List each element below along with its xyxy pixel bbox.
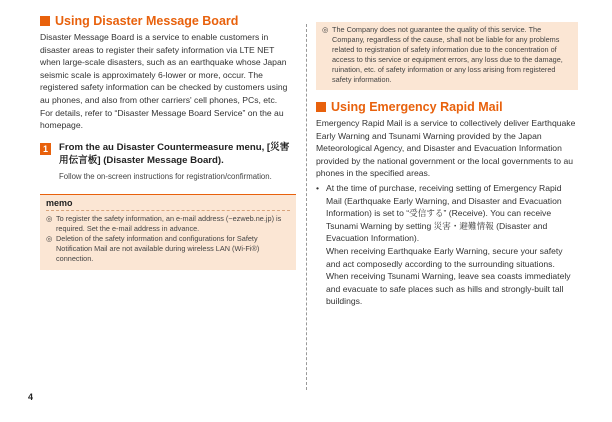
memo-note-text: Deletion of the safety information and configurations for Safety Notification Mail are not available during wireless LAN (Wi-Fi®) connection.: [56, 234, 260, 264]
notice-note: [322, 25, 572, 85]
step-title: From the au Disaster Countermeasure menu, [災害用伝言板] (Disaster Message Board).: [59, 141, 290, 166]
memo-title: memo: [46, 198, 290, 211]
square-bullet-icon: [40, 16, 50, 26]
square-bullet-icon: [316, 102, 326, 112]
bullet-dot-icon: •: [316, 182, 320, 193]
notice-text: The Company does not guarantee the quality of this service. The Company, regardless of the cause, shall not be liable for any problems related to registration of safety information due to the concentration of access to this service or equipment errors, any loss due to the damage, ruination, etc. of safety information or any loss arising from registered safety information.: [332, 25, 563, 84]
intro-paragraph: Disaster Message Board is a service to enable customers in disaster areas to register their safety information via LTE NET when large-scale disasters, such as an earthquake whose Japan seismic scale is approximately 6-lower or more, occur. The registered safety information can be checked by customers using au phones, and also from other carriers' cell phones, PCs, etc.: [40, 32, 288, 105]
memo-note: [46, 214, 290, 234]
step-1: [40, 142, 296, 168]
right-column: [316, 22, 578, 308]
column-divider: [306, 24, 307, 390]
step-number-badge: 1: [40, 143, 51, 155]
page-number: 4: [28, 392, 34, 402]
double-circle-icon: ◎: [322, 25, 329, 34]
bullet-list: [316, 182, 578, 308]
section-title-text: Using Emergency Rapid Mail: [331, 100, 503, 114]
memo-note: [46, 234, 290, 264]
notice-box: [316, 22, 578, 90]
section-title-emergency-rapid-mail: [316, 100, 578, 114]
list-item: [316, 182, 578, 308]
double-circle-icon: ◎: [46, 214, 53, 224]
memo-note-text: To register the safety information, an e-mail address (~ezweb.ne.jp) is required. Set the e-mail address in advance.: [56, 214, 282, 234]
bullet-text: At the time of purchase, receiving setting of Emergency Rapid Mail (Earthquake Early Warning, and Disaster and Evacuation Information) is set to “受信する” (Receive). You can receive Tsunami Warning by setting 災害・避難情報 (Disaster and Evacuation Information).: [326, 182, 562, 244]
double-circle-icon: ◎: [46, 234, 53, 244]
step-description: Follow the on-screen instructions for registration/confirmation.: [59, 172, 272, 182]
bullet-text: When receiving Earthquake Early Warning, secure your safety and act composedly according to the surrounding situations.: [326, 245, 563, 269]
bullet-text: When receiving Tsunami Warning, leave sea coasts immediately and evacuate to safe places such as hills and strongly-built tall buildings.: [326, 271, 571, 307]
section-title-disaster-message-board: [40, 14, 296, 28]
left-column: [40, 14, 296, 270]
section-title-text: Using Disaster Message Board: [55, 14, 239, 28]
details-paragraph: For details, refer to “Disaster Message Board Service” on the au homepage.: [40, 107, 284, 131]
emergency-intro-paragraph: Emergency Rapid Mail is a service to collectively deliver Earthquake Early Warning and Tsunami Warning provided by the Japan Meteorological Agency, and Disaster and Evacuation Information provided by the national government or the local governments to au phones in the specified areas.: [316, 118, 576, 179]
memo-box: [40, 194, 296, 270]
